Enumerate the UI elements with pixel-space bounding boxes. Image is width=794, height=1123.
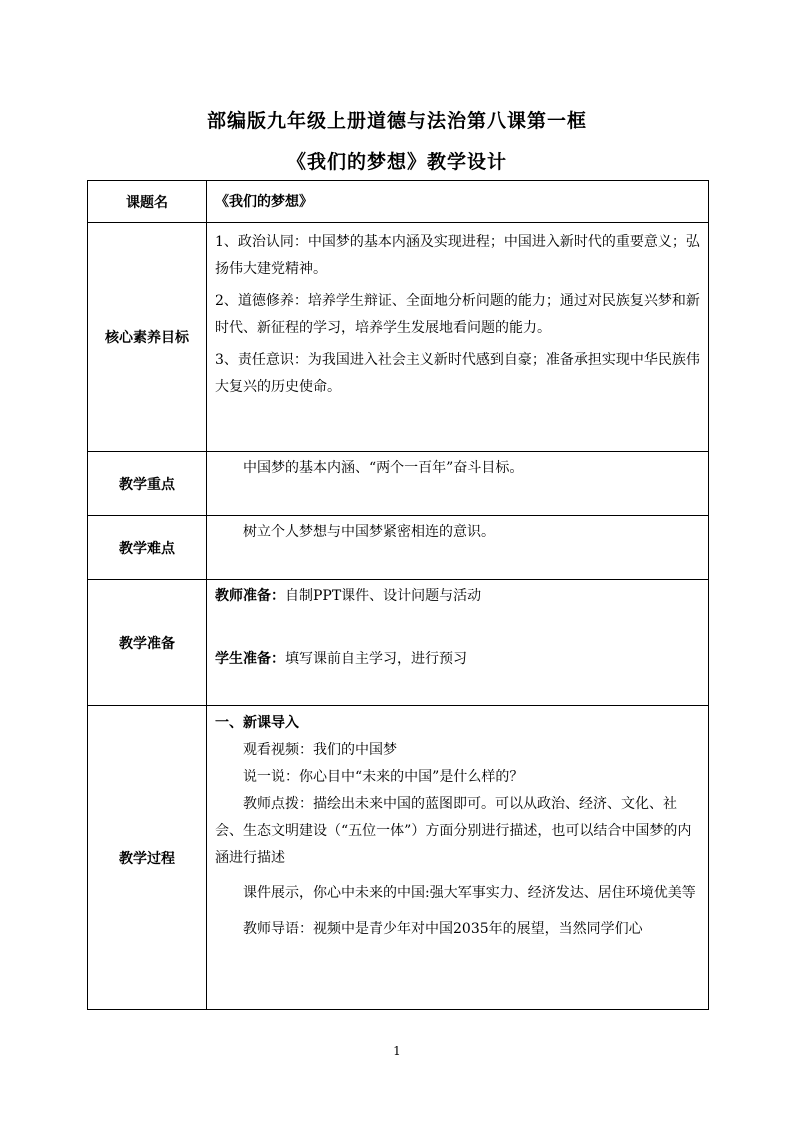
cell-goals [207, 223, 709, 452]
goal-item-1: 1、政治认同：中国梦的基本内涵及实现进程；中国进入新时代的重要意义；弘扬伟大建党精神。 [215, 234, 700, 277]
header-topic: 课题名 [88, 181, 207, 223]
header-goals: 核心素养目标 [88, 223, 207, 452]
student-prep-label: 学生准备： [215, 651, 285, 667]
teacher-prep-label: 教师准备： [215, 588, 285, 604]
header-difficulty: 教学难点 [88, 516, 207, 580]
row-topic [88, 181, 709, 223]
document-title-line2: 《我们的梦想》教学设计 [286, 151, 507, 173]
process-paragraph-1: 观看视频：我们的中国梦 [243, 742, 397, 758]
header-key: 教学重点 [88, 452, 207, 516]
topic-value: 《我们的梦想》 [215, 193, 313, 210]
goal-item-2: 2、道德修养：培养学生辩证、全面地分析问题的能力；通过对民族复兴梦和新时代、新征程的学习，培养学生发展地看问题的能力。 [215, 293, 700, 336]
cell-key [207, 452, 709, 516]
cell-difficulty [207, 516, 709, 580]
header-process: 教学过程 [88, 706, 207, 1010]
key-text: 中国梦的基本内涵、“两个一百年”奋斗目标。 [243, 460, 524, 476]
row-key [88, 452, 709, 516]
cell-process [207, 706, 709, 1010]
row-difficulty [88, 516, 709, 580]
process-paragraph-4: 课件展示，你心中未来的中国:强大军事实力、经济发达、居住环境优美等 [243, 885, 696, 901]
lesson-plan-table [87, 180, 709, 1010]
teacher-prep [207, 584, 708, 608]
document-title-line1: 部编版九年级上册道德与法治第八课第一框 [206, 110, 587, 132]
process-paragraph-3: 教师点拨：描绘出未来中国的蓝图即可。可以从政治、经济、文化、社会、生态文明建设（“五位一体”）方面分别进行描述，也可以结合中国梦的内涵进行描述 [215, 796, 692, 866]
cell-prep [207, 580, 709, 706]
header-prep: 教学准备 [88, 580, 207, 706]
difficulty-text: 树立个人梦想与中国梦紧密相连的意识。 [243, 524, 495, 540]
process-paragraph-2: 说一说：你心目中“未来的中国”是什么样的？ [243, 769, 524, 785]
teacher-prep-text: 自制PPT课件、设计问题与活动 [285, 588, 482, 604]
cell-topic [207, 181, 709, 223]
page-number: 1 [393, 1044, 401, 1058]
row-goals [88, 223, 709, 452]
process-paragraph-5: 教师导语：视频中是青少年对中国2035年的展望，当然同学们心 [243, 921, 643, 937]
student-prep [207, 647, 708, 671]
row-prep [88, 580, 709, 706]
row-process [88, 706, 709, 1010]
student-prep-text: 填写课前自主学习，进行预习 [285, 651, 467, 667]
process-section-title: 一、新课导入 [215, 715, 299, 731]
goal-item-3: 3、责任意识：为我国进入社会主义新时代感到自豪；准备承担实现中华民族伟大复兴的历史使命。 [215, 352, 700, 395]
